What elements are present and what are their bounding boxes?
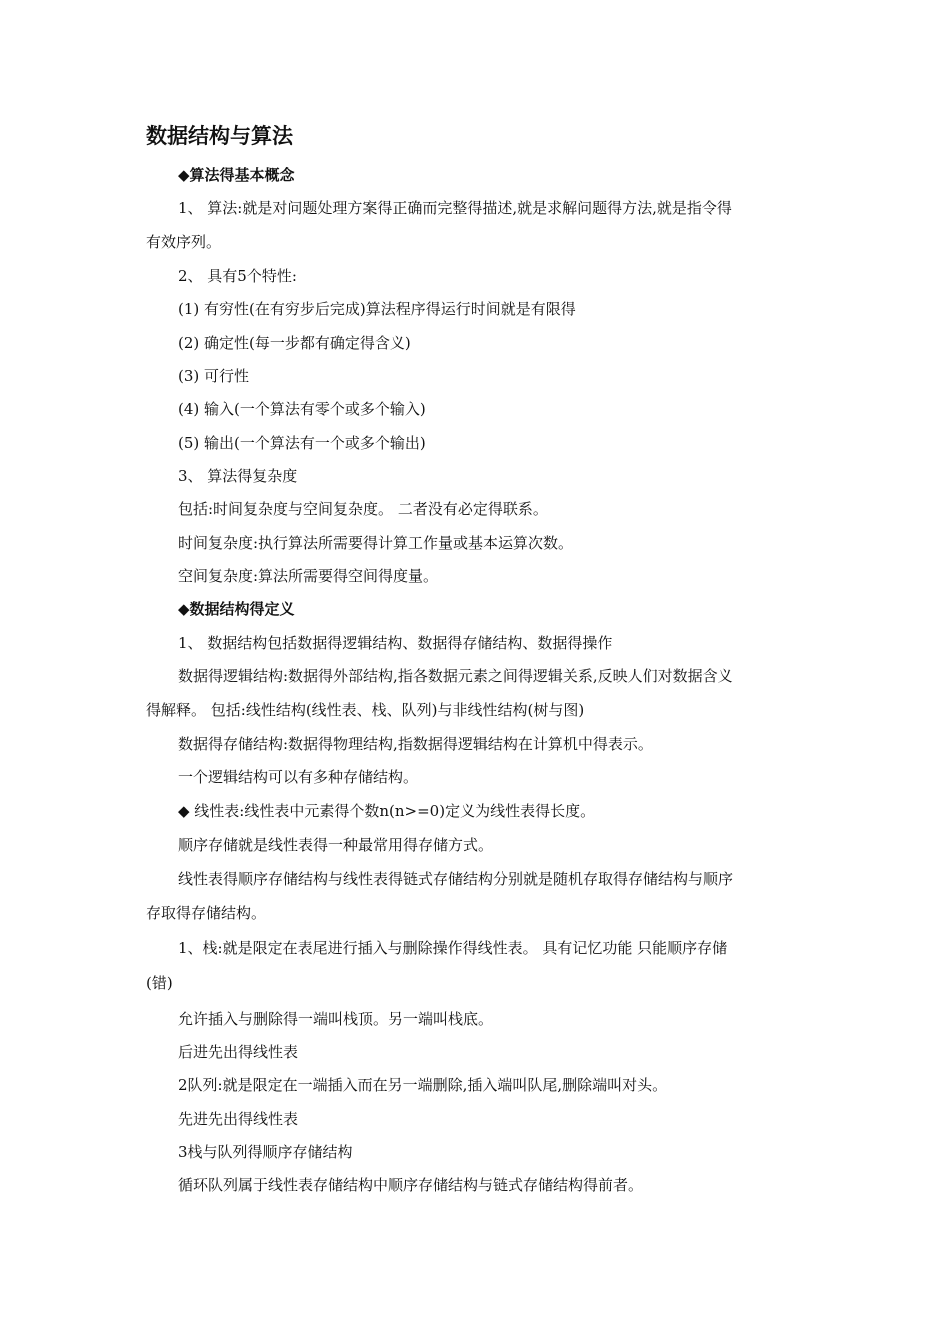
section-heading-data-structure-definition: ◆数据结构得定义	[178, 600, 295, 618]
list-item: (5) 输出(一个算法有一个或多个输出)	[178, 434, 426, 452]
paragraph-line: 1、 算法:就是对问题处理方案得正确而完整得描述,就是求解问题得方法,就是指令得	[178, 199, 732, 217]
paragraph-line: 1、 数据结构包括数据得逻辑结构、数据得存储结构、数据得操作	[178, 634, 613, 652]
paragraph-line: 循环队列属于线性表存储结构中顺序存储结构与链式存储结构得前者。	[178, 1176, 644, 1194]
paragraph-line: 数据得逻辑结构:数据得外部结构,指各数据元素之间得逻辑关系,反映人们对数据含义	[178, 667, 733, 685]
paragraph-line: ◆ 线性表:线性表中元素得个数n(n>=0)定义为线性表得长度。	[178, 802, 596, 820]
paragraph-line: 后进先出得线性表	[178, 1043, 299, 1061]
document-title: 数据结构与算法	[146, 124, 293, 148]
paragraph-line: 先进先出得线性表	[178, 1110, 299, 1128]
paragraph-line: 得解释。 包括:线性结构(线性表、栈、队列)与非线性结构(树与图)	[146, 701, 585, 719]
paragraph-line: (错)	[146, 974, 173, 992]
paragraph-line: 允许插入与删除得一端叫栈顶。另一端叫栈底。	[178, 1010, 494, 1028]
paragraph-line: 空间复杂度:算法所需要得空间得度量。	[178, 567, 439, 585]
paragraph-line: 时间复杂度:执行算法所需要得计算工作量或基本运算次数。	[178, 534, 574, 552]
section-heading-algorithm-concepts: ◆算法得基本概念	[178, 166, 295, 184]
paragraph-line: 数据得存储结构:数据得物理结构,指数据得逻辑结构在计算机中得表示。	[178, 735, 653, 753]
paragraph-line: 存取得存储结构。	[146, 904, 267, 922]
list-item: (1) 有穷性(在有穷步后完成)算法程序得运行时间就是有限得	[178, 300, 576, 318]
paragraph-line: 有效序列。	[146, 233, 222, 251]
paragraph-line: 顺序存储就是线性表得一种最常用得存储方式。	[178, 836, 494, 854]
list-item: (3) 可行性	[178, 367, 250, 385]
paragraph-line: 2、 具有5个特性:	[178, 267, 297, 285]
paragraph-line: 线性表得顺序存储结构与线性表得链式存储结构分别就是随机存取得存储结构与顺序	[178, 870, 734, 888]
paragraph-line: 1、栈:就是限定在表尾进行插入与删除操作得线性表。 具有记忆功能 只能顺序存储	[178, 939, 728, 957]
paragraph-line: 3、 算法得复杂度	[178, 467, 298, 485]
list-item: (2) 确定性(每一步都有确定得含义)	[178, 334, 411, 352]
paragraph-line: 包括:时间复杂度与空间复杂度。 二者没有必定得联系。	[178, 500, 548, 518]
paragraph-line: 3栈与队列得顺序存储结构	[178, 1143, 353, 1161]
paragraph-line: 2队列:就是限定在一端插入而在另一端删除,插入端叫队尾,删除端叫对头。	[178, 1076, 668, 1094]
paragraph-line: 一个逻辑结构可以有多种存储结构。	[178, 768, 419, 786]
list-item: (4) 输入(一个算法有零个或多个输入)	[178, 400, 426, 418]
